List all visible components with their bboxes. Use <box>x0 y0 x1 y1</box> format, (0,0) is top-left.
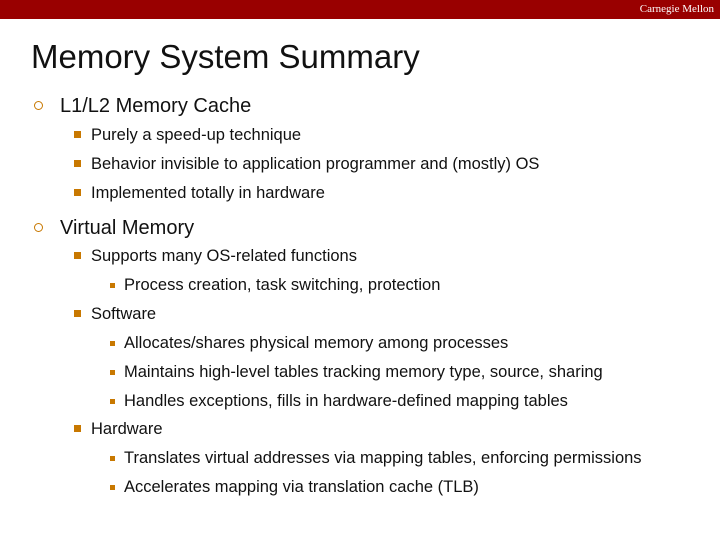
bullet-item: Purely a speed-up technique <box>91 126 302 144</box>
sub-bullet-item: Accelerates mapping via translation cache (TLB) <box>124 478 479 496</box>
bullet-item: Software <box>91 305 157 323</box>
sub-bullet-item: Maintains high-level tables tracking memory type, source, sharing <box>124 363 603 381</box>
square-bullet-icon <box>110 456 115 461</box>
section-heading-cache: L1/L2 Memory Cache <box>60 95 252 117</box>
square-bullet-icon <box>74 425 81 432</box>
bullet-item: Hardware <box>91 420 163 438</box>
square-bullet-icon <box>110 485 115 490</box>
square-bullet-icon <box>110 399 115 404</box>
sub-bullet-item: Handles exceptions, fills in hardware-defined mapping tables <box>124 392 568 410</box>
slide-title: Memory System Summary <box>31 38 420 75</box>
bullet-item: Behavior invisible to application programmer and (mostly) OS <box>91 155 540 173</box>
square-bullet-icon <box>110 283 115 288</box>
section-heading-virtual-memory: Virtual Memory <box>60 217 195 239</box>
square-bullet-icon <box>110 341 115 346</box>
header-bar <box>0 0 720 19</box>
sub-bullet-item: Process creation, task switching, protection <box>124 276 441 294</box>
square-bullet-icon <box>74 189 81 196</box>
square-bullet-icon <box>74 252 81 259</box>
bullet-item: Supports many OS-related functions <box>91 247 357 265</box>
bullet-item: Implemented totally in hardware <box>91 184 325 202</box>
square-bullet-icon <box>74 160 81 167</box>
square-bullet-icon <box>74 310 81 317</box>
sub-bullet-item: Allocates/shares physical memory among processes <box>124 334 509 352</box>
circle-bullet-icon <box>34 101 43 110</box>
brand-label: Carnegie Mellon <box>639 3 714 15</box>
sub-bullet-item: Translates virtual addresses via mapping tables, enforcing permissions <box>124 449 642 467</box>
circle-bullet-icon <box>34 223 43 232</box>
square-bullet-icon <box>74 131 81 138</box>
square-bullet-icon <box>110 370 115 375</box>
